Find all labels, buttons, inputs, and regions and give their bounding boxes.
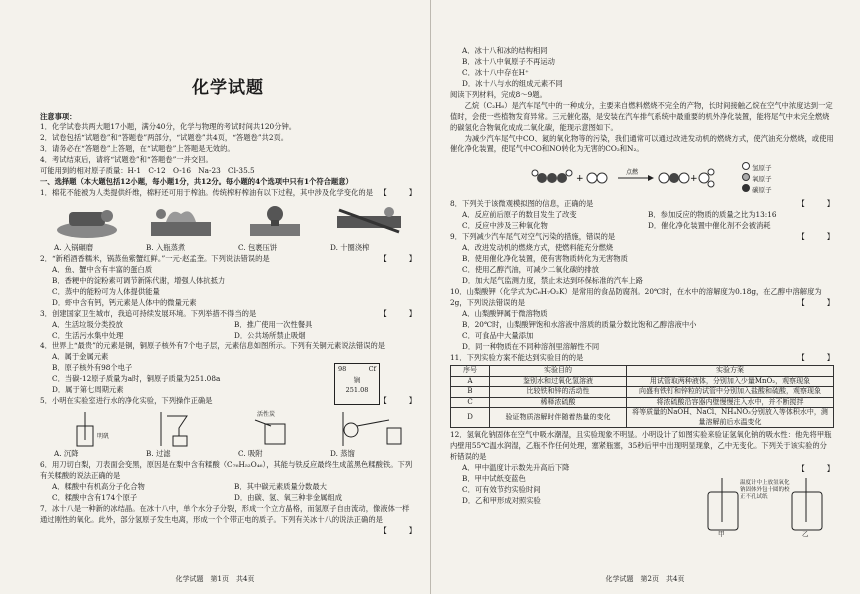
q12-option-d: D．乙和甲形成对照实验 [462, 495, 541, 505]
q12-options [450, 463, 680, 507]
flask-a-caption: 甲 [718, 530, 725, 539]
q1-caption-c: C. 包裹压饼 [238, 243, 278, 252]
experiment-table [450, 365, 834, 428]
distillation-apparatus [329, 410, 409, 448]
reaction-diagram [530, 161, 834, 195]
q6-option-a: A．糅酸中有机高分子化合物 [52, 481, 145, 491]
legend-hydrogen: 氢原子 [752, 163, 772, 172]
right-page [430, 0, 860, 594]
q8-options [450, 210, 834, 232]
q6-option-c: C．糅酸中含有174个原子 [52, 492, 138, 502]
page-title: 化学试题 [192, 78, 264, 98]
legend-carbon: 碳原子 [752, 185, 772, 194]
element-symbol: Cf [368, 365, 376, 374]
question-11 [450, 353, 834, 364]
q3-options [40, 320, 416, 342]
q3-option-c: C．生活污水集中处理 [52, 330, 124, 340]
q3-option-b: B．推广使用一次性餐具 [234, 319, 313, 329]
svg-text:+: + [690, 174, 698, 185]
question-12-block [450, 430, 834, 539]
q12-option-c: C．可有效节约实验时间 [462, 484, 541, 494]
question-11-text: 11．下列实验方案不能达到实验目的的是 [450, 352, 584, 362]
answer-bracket: 【 】 [797, 232, 834, 242]
q5-caption-c: C. 吸附 [238, 449, 263, 459]
q2-option-a: A．鱼、蟹中含有丰富的蛋白质 [52, 264, 153, 274]
q5-caption-a: A. 沉降 [54, 449, 79, 459]
answer-bracket: 【 】 [379, 188, 416, 198]
q3-option-d: D．公共场所禁止吸烟 [234, 330, 306, 340]
table-cell: C [451, 397, 490, 407]
q8-option-b: B．参加反应的物质的质量之比为13:16 [648, 210, 777, 220]
answer-bracket: 【 】 [797, 199, 834, 209]
atomic-mass: 251.08 [345, 385, 369, 394]
filtration-apparatus [141, 410, 221, 448]
q7-option-b: B．冰十八中氧原子不再运动 [462, 56, 555, 66]
table-cell: B [451, 387, 490, 397]
q5-caption-d: D. 蒸馏 [330, 449, 355, 459]
q4-option-a: A．属于金属元素 [52, 352, 109, 362]
table-cell: 用试管取两种液体，分别加入少量MnO₂，观察现象 [627, 376, 834, 386]
q12-option-a: A．甲中温度计示数先升高后下降 [462, 462, 570, 472]
q1-caption-b: B. 入瓶蒸煮 [146, 243, 186, 252]
q9-option-d: D．加大尾气监测力度，禁止未达到环保标准的汽车上路 [462, 275, 643, 285]
element-name: 锎 [353, 376, 361, 385]
question-4-text: 4．世界上“最贵”的元素是铜，铜原子核外有7个电子层，元素信息如图所示。下列有关铜元素说法错误的是 [40, 341, 386, 351]
table-cell: 将等质量的NaOH、NaCl、NH₄NO₃分别放入等体积水中，测量溶解前后水温变化 [627, 408, 834, 428]
q5-figures [40, 410, 416, 448]
section-1-heading: 一、选择题（本大题包括12小题，每小题1分，共12分。每小题的4个选项中只有1个符合题意） [40, 177, 353, 187]
legend-oxygen: 氧原子 [752, 174, 772, 183]
sedimentation-apparatus [47, 410, 127, 448]
q5-caption-b: B. 过滤 [146, 449, 171, 459]
note-3: 3．请务必在“答题卷”上答题，在“试题卷”上答题是无效的。 [40, 144, 235, 154]
atomic-number: 98 [338, 365, 347, 374]
molecule-model-icon [530, 163, 730, 193]
q8-option-c: C．反应中涉及三种氧化物 [462, 221, 548, 231]
q9-option-b: B．使用催化净化装置，使有害物质转化为无害物质 [462, 254, 628, 264]
note-1: 1．化学试卷共两大题17小题，满分40分，化学与物理的考试时间共120分钟。 [40, 122, 297, 132]
reading-intro: 阅读下列材料，完成8～9题。 [450, 89, 547, 99]
q9-option-c: C．使用乙醇汽油，可减少二氧化碳的排放 [462, 265, 599, 274]
pressing-cake-illustration [235, 202, 315, 240]
question-7 [40, 503, 416, 535]
answer-bracket: 【 】 [797, 297, 834, 307]
oil-pressing-illustration [329, 202, 409, 240]
answer-bracket: 【 】 [797, 352, 834, 362]
q10-option-d: D．同一种物质在不同种溶剂里溶解性不同 [462, 341, 600, 351]
q6-options [40, 482, 416, 504]
question-7-text: 7．冰十八是一种新的冰结晶。在冰十八中，单个水分子分裂，形成一个立方晶格，而氢原子自由流动，像液体一样通过刚性的氧化。此外，部分氢原子发生电离，形成一个个带正电的质子。下列有关冰十八的说法正确的是 [40, 503, 410, 524]
q10-option-a: A．山梨酸钾属于微溶物质 [462, 308, 548, 318]
q1-caption-a: A. 入锅碾磨 [54, 243, 94, 252]
q6-option-b: B．其中碳元素质量分数最大 [234, 481, 327, 491]
steaming-illustration [141, 202, 221, 240]
answer-bracket: 【 】 [379, 396, 416, 406]
q4-option-d: D．属于第七周期元素 [52, 385, 124, 395]
question-3-text: 3．创建国家卫生城市，我追可持续发展环境。下列举措不得当的是 [40, 308, 257, 318]
question-8-text: 8．下列关于该微观模拟图的信息，正确的是 [450, 199, 594, 209]
table-cell: A [451, 376, 490, 386]
q1-figures [40, 202, 416, 242]
question-1-text: 1．棉花不能被为人类提供纤维，棉籽还可用于榨油。传统榨籽榨油有以下过程，其中涉及化学变化的是 [40, 188, 373, 198]
table-header-row [451, 366, 834, 376]
atom-legend [742, 162, 772, 195]
alum-label: 明矾 [97, 433, 110, 441]
table-cell: 向盛有铁钉和锌粒的试管中分别加入盐酸和硫酸，观察现象 [627, 387, 834, 397]
table-row [451, 387, 834, 397]
reading-passage: 乙烷（C₂H₆）是汽车尾气中的一种成分，主要来自燃料燃烧不完全的产物，长时间接触乙烷在空气中浓度达到一定值时，会使一些植物发育异常。三元催化器，是安装在汽车排气系统中最重要的机外净化装置，能将尾气中未完全燃烧的碳氢化合物氧化成成二氧化碳，能现示意图如下。 [450, 100, 833, 132]
note-2: 2．试卷包括“试题卷”和“答题卷”两部分，“试题卷”共4页，“答题卷”共2页。 [40, 133, 289, 143]
question-4-block [40, 341, 416, 396]
question-10-text: 10．山梨酸钾（化学式为C₆H₇O₂K）是常用的食品防腐剂。20℃时，在水中的溶解度为0.18g，在乙醇中溶解度为2g，下列说法错误的是 [450, 286, 822, 307]
q4-option-b: B．原子核外有98个电子 [52, 363, 133, 373]
answer-bracket: 【 】 [797, 464, 834, 474]
table-header: 序号 [451, 366, 490, 376]
q8-option-d: D．催化净化装置中催化剂不会被消耗 [648, 221, 771, 231]
question-2-text: 2．“新稻酒香糯米，锅蒸鱼紫蟹红鲜。”一元·赵孟奎。下列说法错误的是 [40, 253, 270, 263]
answer-bracket: 【 】 [379, 308, 416, 318]
table-cell: 稀释浓硫酸 [490, 397, 627, 407]
q2-option-d: D．虾中含有钙，钙元素是人体中的微量元素 [52, 297, 197, 307]
table-row [451, 376, 834, 386]
adsorption-apparatus [235, 410, 315, 448]
q7-option-c: C．冰十八中存在H⁺ [462, 67, 529, 77]
q12-option-b: B．甲中试纸变蓝色 [462, 473, 526, 483]
table-header: 实验方案 [627, 366, 834, 376]
question-9-text: 9．下列减少汽车尾气对空气污染的措施，错误的是 [450, 232, 616, 242]
answer-bracket: 【 】 [379, 525, 416, 535]
atomic-mass-line: 可能用到的相对原子质量：H-1 C-12 O-16 Na-23 Cl-35.5 [40, 166, 255, 176]
q7-option-a: A．冰十八和冰的结构相同 [462, 46, 548, 55]
q10-option-c: C．可食品中大量添加 [462, 330, 534, 340]
q2-option-c: C．蒸中的能粉可为人体提供能量 [52, 286, 160, 296]
question-6-text: 6．用刀切白梨，刀表面会变黑，原因是在梨中含有糅酸（C₇₆H₅₂O₄₆），其能与铁反应最终生成蓝黑色糅酸铁。下列有关糅酸的说法正确的是 [40, 460, 413, 480]
q2-option-b: B．香粳中的淀粉素可调节新陈代谢，增强人体抗抵力 [52, 275, 226, 285]
question-3 [40, 309, 416, 320]
question-9 [450, 232, 834, 243]
svg-text:+: + [576, 174, 584, 185]
left-footer: 化学试题 第1页 共4页 [175, 574, 255, 583]
q8-option-a: A．反应前后原子的数目发生了改变 [462, 210, 577, 220]
reading-passage-2: 为减少汽车尾气中CO、氮的氧化物等的污染，我们通常可以通过改进发动机的燃烧方式，使汽油充分燃烧，或使用催化净化装置，使尾气中CO和NO转化为无害的CO₂和N₂。 [450, 133, 834, 154]
table-row [451, 408, 834, 428]
q6-option-d: D．由碳、氢、氧三种非金属组成 [234, 492, 343, 502]
q1-captions [40, 243, 416, 254]
notes-heading: 注意事项： [40, 111, 77, 121]
question-8 [450, 199, 834, 210]
note-4: 4．考试结束后，请将“试题卷”和“答题卷”一并交回。 [40, 155, 213, 165]
question-10 [450, 287, 834, 309]
q12-apparatus-figure [700, 476, 830, 538]
q1-caption-d: D. 十圈浇榨 [330, 243, 370, 252]
q10-option-b: B．20℃时，山梨酸钾饱和水溶液中溶质的质量分数比饱和乙醇溶液中小 [462, 319, 697, 329]
question-1 [40, 188, 416, 199]
table-cell: 鉴别水和过氧化氢溶液 [490, 376, 627, 386]
table-cell: 验证物质溶解时伴随着热量的变化 [490, 408, 627, 428]
q5-captions [40, 449, 416, 460]
grinding-illustration [47, 202, 127, 240]
flask-b-caption: 乙 [802, 530, 809, 539]
thermometer-label: 温度计中上放氢氧化钠固体外包十圆的校正不孔试纸 [740, 480, 790, 501]
activated-carbon-label: 活性炭 [257, 411, 276, 419]
question-12-text: 12．氢氧化钠固体在空气中吸水潮湿，且实验现象不明显。小明设计了如图实验来验证氢氧化钠的吸水性：他先将甲瓶内壁用55℃温水润湿，乙瓶不作任何处理，塞紧瓶塞，35秒后甲中出现明显现象，乙中无变化。下列关于该实验的分析错误的是 [450, 430, 832, 461]
table-header: 实验目的 [490, 366, 627, 376]
q3-option-a: A．生活垃圾分类投放 [52, 319, 123, 329]
table-cell: 将浓硫酸沿容器内壁慢慢注入水中，并不断搅拌 [627, 397, 834, 407]
q7-option-d: D．冰十八与水的组成元素不同 [462, 78, 563, 88]
q9-option-a: A．改进发动机的燃烧方式，使燃料能充分燃烧 [462, 243, 614, 253]
right-footer: 化学试题 第2页 共4页 [605, 574, 685, 583]
element-info-card [334, 363, 380, 405]
question-2 [40, 254, 416, 265]
table-row [451, 397, 834, 407]
table-cell: 比较铁和锌的活动性 [490, 387, 627, 397]
answer-bracket: 【 】 [379, 253, 416, 263]
q4-option-c: C．当碳-12原子质量为a时，铜原子质量为251.08a [52, 374, 221, 384]
question-5-text: 5．小明在实验室进行水的净化实验，下列操作正确是 [40, 396, 213, 406]
ignite-label: 点燃 [626, 169, 639, 177]
table-cell: D [451, 408, 490, 428]
